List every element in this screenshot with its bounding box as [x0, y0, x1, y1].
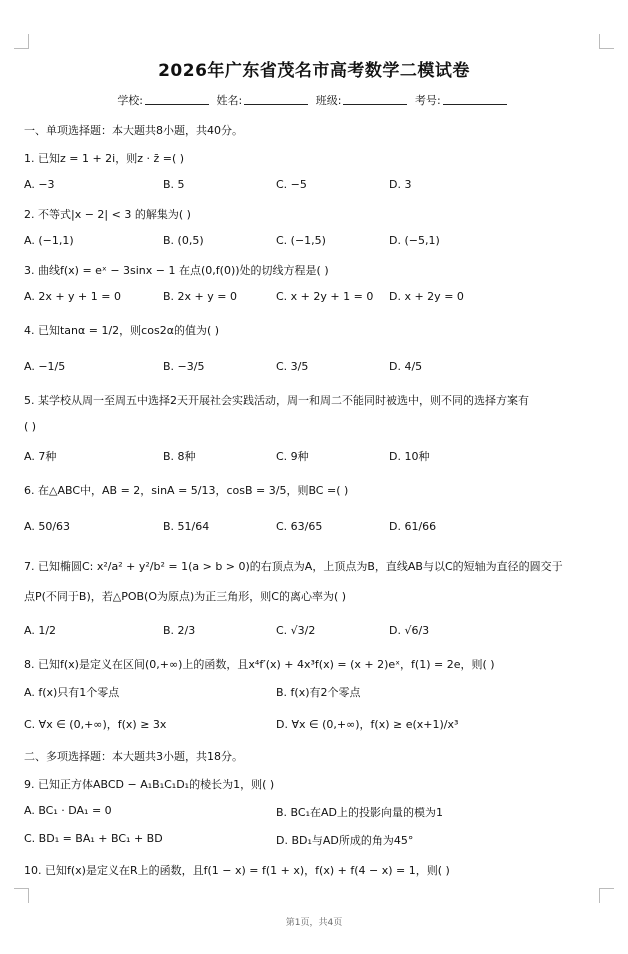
q7-option-b: B. 2/3	[163, 624, 196, 637]
q7-option-c: C. √3/2	[276, 624, 316, 637]
question-5-stem-cont: ( )	[24, 420, 37, 433]
q2-option-d: D. (−5,1)	[389, 234, 440, 247]
q7-option-d: D. √6/3	[389, 624, 430, 637]
crop-mark-top-right	[599, 34, 614, 49]
q3-option-b: B. 2x + y = 0	[163, 290, 237, 303]
q3-option-a: A. 2x + y + 1 = 0	[24, 290, 121, 303]
q2-option-c: C. (−1,5)	[276, 234, 326, 247]
q8-option-a: A. f(x)只有1个零点	[24, 686, 120, 699]
page-title: 2026年广东省茂名市高考数学二模试卷	[158, 61, 470, 81]
q8-option-b: B. f(x)有2个零点	[276, 686, 361, 699]
q6-option-b: B. 51/64	[163, 520, 210, 533]
q5-option-b: B. 8种	[163, 450, 196, 463]
q8-option-d: D. ∀x ∈ (0,+∞)，f(x) ≥ e(x+1)/x³	[276, 718, 459, 731]
class-blank[interactable]	[343, 94, 407, 105]
question-10-stem: 10. 已知f(x)是定义在R上的函数，且f(1 − x) = f(1 + x)，f(x) + f(4 − x) = 1，则( )	[24, 864, 450, 877]
question-2-stem: 2. 不等式|x − 2| < 3 的解集为( )	[24, 208, 191, 221]
question-4-stem: 4. 已知tanα = 1/2，则cos2α的值为( )	[24, 324, 220, 337]
q2-option-b: B. (0,5)	[163, 234, 204, 247]
school-label: 学校:	[117, 94, 144, 107]
question-7-stem-cont: 点P(不同于B)，若△POB(O为原点)为正三角形，则C的离心率为( )	[24, 590, 347, 603]
q9-option-b: B. BC₁在AD上的投影向量的模为1	[276, 806, 443, 819]
q9-option-c: C. BD₁ = BA₁ + BC₁ + BD	[24, 832, 163, 845]
question-3-stem: 3. 曲线f(x) = eˣ − 3sinx − 1 在点(0,f(0))处的切线方程是( )	[24, 264, 329, 277]
q4-option-b: B. −3/5	[163, 360, 205, 373]
exam-no-blank[interactable]	[443, 94, 507, 105]
section-heading-single-choice: 一、单项选择题：本大题共8小题，共40分。	[24, 124, 243, 137]
q5-option-a: A. 7种	[24, 450, 57, 463]
crop-mark-top-left	[14, 34, 29, 49]
question-6-stem: 6. 在△ABC中，AB = 2，sinA = 5/13，cosB = 3/5，则BC =( )	[24, 484, 349, 497]
q8-option-c: C. ∀x ∈ (0,+∞)，f(x) ≥ 3x	[24, 718, 167, 731]
q1-option-d: D. 3	[389, 178, 412, 191]
q5-option-d: D. 10种	[389, 450, 430, 463]
question-9-stem: 9. 已知正方体ABCD − A₁B₁C₁D₁的棱长为1，则( )	[24, 778, 275, 791]
question-1-stem: 1. 已知z = 1 + 2i，则z · z̄ =( )	[24, 152, 185, 165]
q7-option-a: A. 1/2	[24, 624, 57, 637]
student-info-row	[0, 92, 628, 108]
name-label: 姓名:	[216, 94, 243, 107]
q3-option-d: D. x + 2y = 0	[389, 290, 464, 303]
crop-mark-bottom-right	[599, 888, 614, 903]
q9-option-d: D. BD₁与AD所成的角为45°	[276, 834, 414, 847]
q4-option-a: A. −1/5	[24, 360, 66, 373]
class-label: 班级:	[315, 94, 342, 107]
q6-option-c: C. 63/65	[276, 520, 323, 533]
q1-option-a: A. −3	[24, 178, 55, 191]
school-blank[interactable]	[145, 94, 209, 105]
q4-option-c: C. 3/5	[276, 360, 309, 373]
q2-option-a: A. (−1,1)	[24, 234, 74, 247]
q1-option-b: B. 5	[163, 178, 185, 191]
crop-mark-bottom-left	[14, 888, 29, 903]
q3-option-c: C. x + 2y + 1 = 0	[276, 290, 374, 303]
q1-option-c: C. −5	[276, 178, 307, 191]
q5-option-c: C. 9种	[276, 450, 309, 463]
question-7-stem: 7. 已知椭圆C: x²/a² + y²/b² = 1(a > b > 0)的右顶点为A，上顶点为B，直线AB与以C的短轴为直径的圆交于	[24, 560, 563, 573]
question-8-stem: 8. 已知f(x)是定义在区间(0,+∞)上的函数，且x⁴f′(x) + 4x³f(x) = (x + 2)eˣ，f(1) = 2e，则( )	[24, 658, 495, 671]
q6-option-d: D. 61/66	[389, 520, 437, 533]
question-5-stem: 5. 某学校从周一至周五中选择2天开展社会实践活动，周一和周二不能同时被选中，则不同的选择方案有	[24, 394, 529, 407]
exam-no-label: 考号:	[414, 94, 441, 107]
page-footer: 第1页，共4页	[285, 918, 343, 928]
section-heading-multi-choice: 二、多项选择题：本大题共3小题，共18分。	[24, 750, 243, 763]
q6-option-a: A. 50/63	[24, 520, 71, 533]
q9-option-a: A. BC₁ · DA₁ = 0	[24, 804, 112, 817]
name-blank[interactable]	[244, 94, 308, 105]
q4-option-d: D. 4/5	[389, 360, 423, 373]
